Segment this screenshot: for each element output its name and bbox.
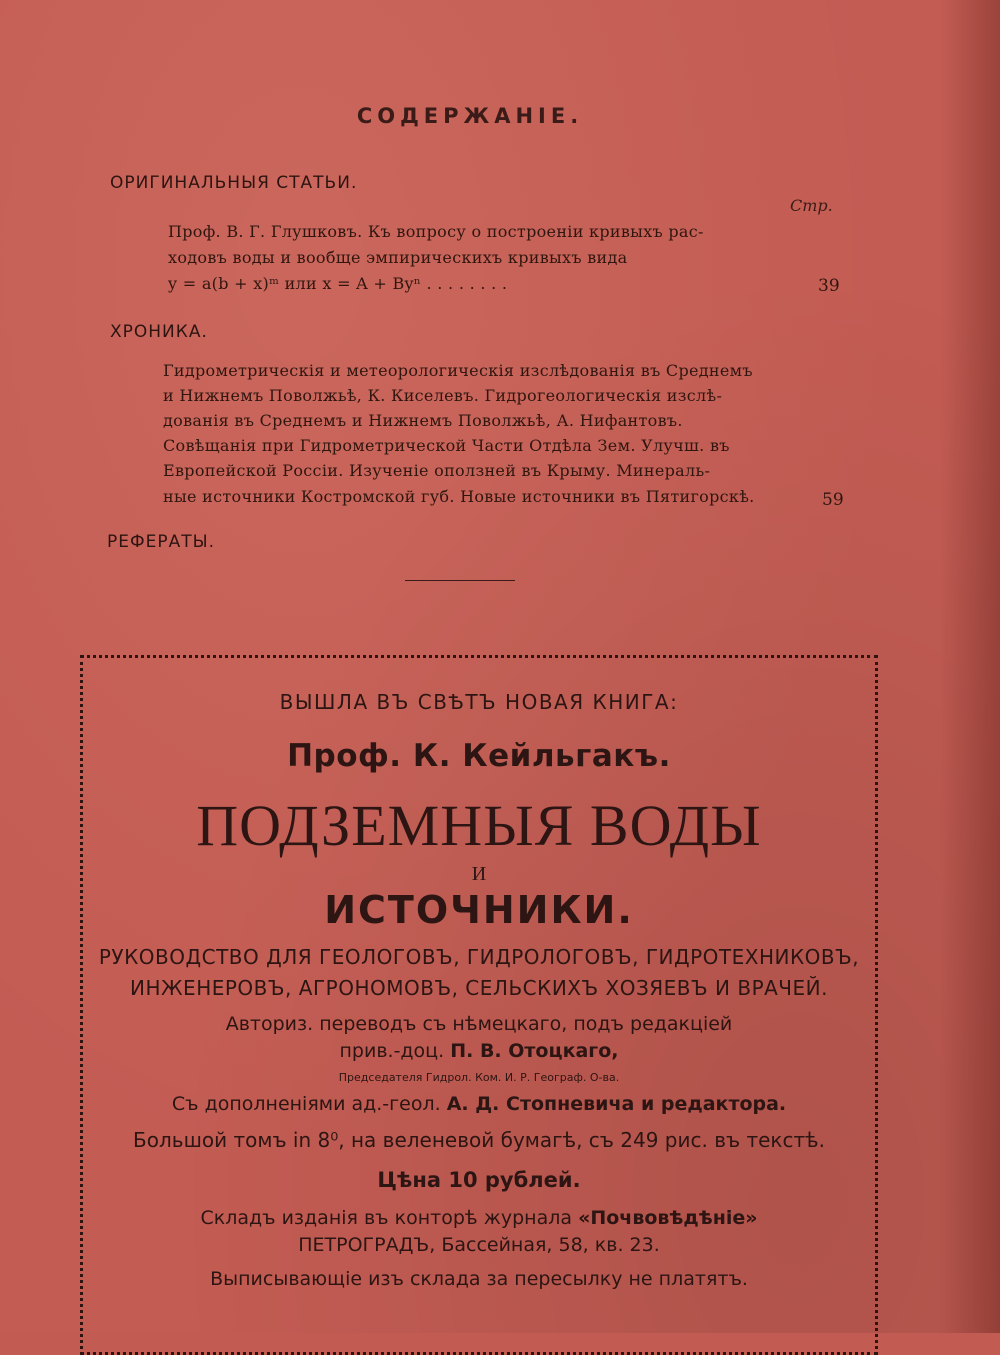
ad-book-title-line1: ПОДЗЕМНЫЯ ВОДЫ xyxy=(196,793,762,858)
ad-translation-note: Авториз. переводъ съ нѣмецкаго, подъ редакцiей xyxy=(225,1013,733,1035)
section-heading-abstracts: РЕФЕРАТЫ. xyxy=(107,532,216,552)
ad-store-line xyxy=(80,1207,878,1229)
ad-volume-info: Большой томъ in 8⁰, на веленевой бумагѣ, съ 249 рис. въ текстѣ. xyxy=(133,1128,825,1152)
section-divider xyxy=(405,580,515,581)
ad-shipping-note: Выписывающiе изъ склада за пересылку не платятъ. xyxy=(210,1268,748,1290)
toc-entry-line: ходовъ воды и вообще эмпирическихъ кривыхъ вида xyxy=(168,248,628,267)
ad-subtitle-line2: ИНЖЕНЕРОВЪ, АГРОНОМОВЪ, СЕЛЬСКИХЪ ХОЗЯЕВЪ И ВРАЧЕЙ. xyxy=(130,976,828,1000)
section-heading-original-articles: ОРИГИНАЛЬНЫЯ СТАТЬИ. xyxy=(110,173,358,193)
ad-journal-name: «Почвовѣдѣнiе» xyxy=(578,1207,758,1229)
ad-subtitle-line1: РУКОВОДСТВО ДЛЯ ГЕОЛОГОВЪ, ГИДРОЛОГОВЪ, ГИДРОТЕХНИКОВЪ, xyxy=(98,945,860,969)
ad-editor-prefix: прив.-доц. xyxy=(339,1040,445,1062)
ad-author: Проф. К. Кейльгакъ. xyxy=(287,738,671,774)
toc-entry-line: дованiя въ Среднемъ и Нижнемъ Поволжьѣ, А. Нифантовъ. xyxy=(163,411,683,430)
ad-book-title-and: И xyxy=(471,863,487,885)
ad-editor-line xyxy=(80,1040,878,1062)
toc-entry-line: ные источники Костромской губ. Новые источники въ Пятигорскѣ. xyxy=(163,487,755,506)
ad-supplements-line xyxy=(80,1093,878,1115)
toc-page-number: 39 xyxy=(818,276,840,296)
ad-address: ПЕТРОГРАДЪ, Бассейная, 58, кв. 23. xyxy=(298,1234,660,1256)
ad-supplements-name: А. Д. Стопневича и редактора. xyxy=(446,1093,787,1115)
toc-entry-line: Совѣщанiя при Гидрометрической Части Отдѣла Зем. Улучш. въ xyxy=(163,436,730,455)
ad-store-prefix: Складъ изданiя въ конторѣ журнала xyxy=(200,1207,573,1229)
toc-entry-line: Гидрометрическiя и метеорологическiя изслѣдованiя въ Среднемъ xyxy=(163,361,753,380)
ad-book-title-line2: ИСТОЧНИКИ. xyxy=(324,888,634,932)
toc-entry-line: Проф. В. Г. Глушковъ. Къ вопросу о построенiи кривыхъ рас- xyxy=(168,222,704,241)
ad-editor-name: П. В. Отоцкаго, xyxy=(450,1040,619,1062)
toc-entry-line: Европейской Россiи. Изученiе оползней въ Крыму. Минераль- xyxy=(163,461,711,480)
ad-editor-title: Председателя Гидрол. Ком. И. Р. Географ. О-ва. xyxy=(338,1071,620,1084)
toc-entry-line: y = a(b + x)ᵐ или x = A + Byⁿ . . . . . . . . xyxy=(168,274,508,293)
contents-title: СОДЕРЖАНIЕ. xyxy=(356,104,584,128)
section-heading-chronicle: ХРОНИКА. xyxy=(110,322,208,342)
ad-announcement: ВЫШЛА ВЪ СВѢТЪ НОВАЯ КНИГА: xyxy=(279,690,679,714)
page-column-label: Стр. xyxy=(790,196,833,215)
ad-supplements-prefix: Съ дополненiями ад.-геол. xyxy=(171,1093,441,1115)
ad-price: Цѣна 10 рублей. xyxy=(377,1168,581,1192)
page-edge-shadow xyxy=(940,0,1000,1333)
toc-entry-line: и Нижнемъ Поволжьѣ, К. Киселевъ. Гидрогеологическiя изслѣ- xyxy=(163,386,723,405)
toc-page-number: 59 xyxy=(822,490,844,510)
